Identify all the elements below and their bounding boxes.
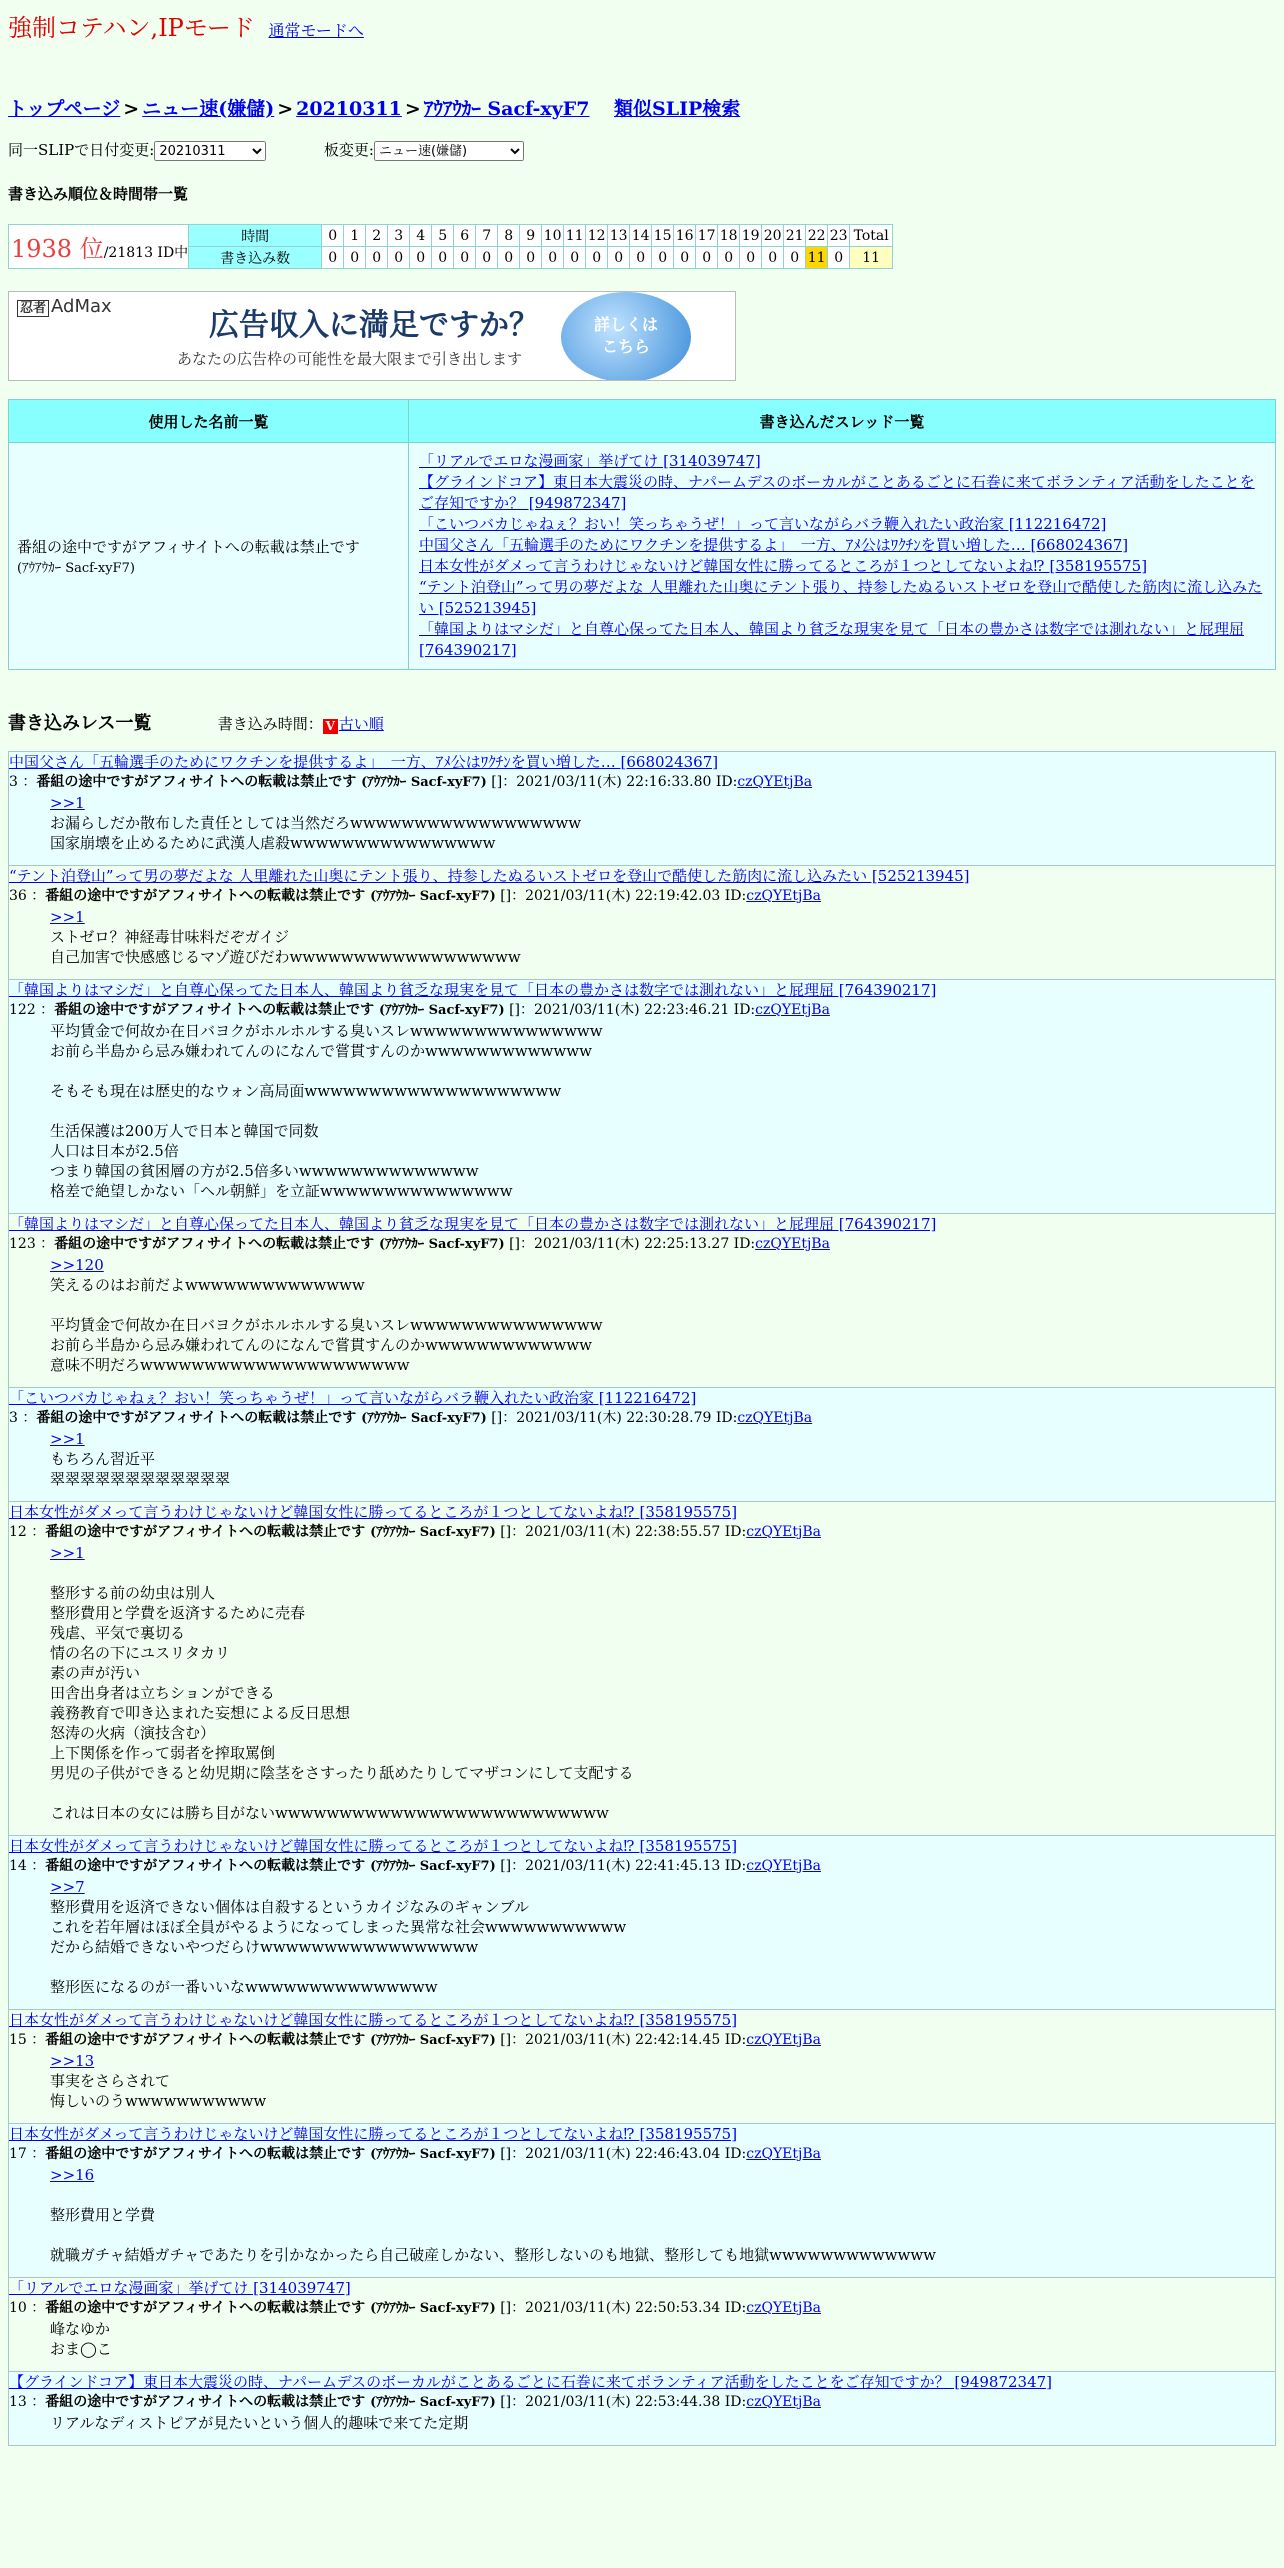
- post-body: [50, 907, 1275, 967]
- post-thread-link[interactable]: 「韓国よりはマシだ」と自尊心保ってた日本人、韓国より貧乏な現実を見て「日本の豊かさは数字では測れない」と屁理屈 [764390217]: [9, 1215, 937, 1233]
- reply-anchor-link[interactable]: >>1: [50, 1430, 85, 1448]
- breadcrumb-separator: >: [123, 98, 140, 120]
- post-id-link[interactable]: czQYEtjBa: [737, 1410, 813, 1426]
- post-text: 整形費用を返済できない個体は自殺するというカイジなみのギャンブル これを若年層はほぼ全員がやるようになってしまった異常な社会wwwwwwwwwww だから結婚できないやつだらけwwwwwwwwwwwwwwwww 整形医になるのが一番いいなwwwwwwwwwwwwwww: [50, 1898, 627, 1996]
- post-meta: []：2021/03/11(木) 22:46:43.04 ID:: [500, 2146, 747, 2162]
- rank-cell: [9, 225, 189, 269]
- breadcrumb-slip[interactable]: ｱｳｱｳｶｰ Sacf-xyF7: [423, 98, 590, 120]
- post-meta: []：2021/03/11(木) 22:23:46.21 ID:: [509, 1002, 756, 1018]
- count-cell: 0: [322, 247, 344, 269]
- post-body: [50, 2165, 1275, 2265]
- threads-column-header: 書き込んだスレッド一覧: [409, 400, 1276, 443]
- post-text: 事実をさらされて 悔しいのうwwwwwwwwwww: [50, 2072, 267, 2110]
- count-cell: 0: [432, 247, 454, 269]
- post-trip: (ｱｳｱｳｶｰ Sacf-xyF7): [370, 2147, 496, 2162]
- total-header: Total: [850, 225, 893, 247]
- post-number: 123: [9, 1236, 36, 1252]
- breadcrumb-separator: >: [404, 98, 421, 120]
- post-text: 笑えるのはお前だよwwwwwwwwwwwwww 平均賃金で何故か在日バヨクがホルホルする臭いスレwwwwwwwwwwwwwww お前ら半島から忌み嫌われてんのになんで嘗貫すんのかwwwwwwwwwwwww 意味不明だろwwwwwwwwwwwwwwwwwwwww: [50, 1276, 603, 1374]
- post-name: 番組の途中ですがアフィサイトへの転載は禁止です (ｱｳｱｳｶｰ Sacf-xyF7): [45, 2394, 496, 2410]
- count-cell: 0: [630, 247, 652, 269]
- post-number: 12: [9, 1524, 27, 1540]
- hour-cell: 2: [366, 225, 388, 247]
- post-name: 番組の途中ですがアフィサイトへの転載は禁止です (ｱｳｱｳｶｰ Sacf-xyF7): [54, 1236, 505, 1252]
- count-cell: 0: [520, 247, 542, 269]
- thread-link[interactable]: “テント泊登山”って男の夢だよな 人里離れた山奥にテント張り、持参したぬるいストゼロを登山で酷使した筋肉に流し込みたい [525213945]: [419, 578, 1263, 617]
- breadcrumb-date[interactable]: 20210311: [296, 98, 402, 120]
- breadcrumb-board[interactable]: ニュー速(嫌儲): [142, 98, 275, 120]
- post-name: 番組の途中ですがアフィサイトへの転載は禁止です (ｱｳｱｳｶｰ Sacf-xyF7): [36, 1410, 487, 1426]
- thread-link[interactable]: 【グラインドコア】東日本大震災の時、ナパームデスのボーカルがことあるごとに石巻に来てボランティア活動をしたことをご存知ですか？ [949872347]: [419, 473, 1255, 512]
- similar-slip-search-link[interactable]: 類似SLIP検索: [614, 98, 741, 120]
- post-thread-link[interactable]: 日本女性がダメって言うわけじゃないけど韓国女性に勝ってるところが１つとしてないよね⁉ [358195575]: [9, 2011, 738, 2029]
- post-id-link[interactable]: czQYEtjBa: [746, 1858, 822, 1874]
- post-id-link[interactable]: czQYEtjBa: [746, 2394, 822, 2410]
- thread-link[interactable]: 「リアルでエロな漫画家」挙げてけ [314039747]: [419, 452, 761, 470]
- mode-title-text: 強制コテハン,IPモード: [8, 14, 255, 42]
- post-meta: []：2021/03/11(木) 22:30:28.79 ID:: [491, 1410, 738, 1426]
- post-header: 14 ：番組の途中ですがアフィサイトへの転載は禁止です (ｱｳｱｳｶｰ Sacf-xyF7) []：2021/03/11(木) 22:41:45.13 ID:czQYEtjBa: [9, 1858, 822, 1874]
- post-thread-link[interactable]: 中国父さん「五輪選手のためにワクチンを提供するよ」 一方、ｱﾒ公はﾜｸﾁﾝを買い増した… [668024367]: [9, 753, 719, 771]
- post: [8, 2123, 1276, 2277]
- count-cell: 0: [564, 247, 586, 269]
- post-text: ストゼロ？神経毒甘味料だぞガイジ 自己加害で快感感じるマゾ遊びだわwwwwwwwwwwwwwwwwww: [50, 928, 521, 966]
- ad-cta-text: 詳しくは こちら: [593, 315, 658, 356]
- board-select[interactable]: [374, 141, 524, 161]
- post-thread-link[interactable]: 「こいつバカじゃねぇ？おい！笑っちゃうぜ！」って言いながらバラ鞭入れたい政治家 [112216472]: [9, 1389, 697, 1407]
- ad-headline: 広告収入に満足ですか？: [209, 308, 539, 343]
- post-meta: []：2021/03/11(木) 22:19:42.03 ID:: [500, 888, 747, 904]
- post: [8, 2277, 1276, 2371]
- breadcrumb-separator: >: [277, 98, 294, 120]
- post-trip: (ｱｳｱｳｶｰ Sacf-xyF7): [370, 1859, 496, 1874]
- post-text: 整形費用と学費 就職ガチャ結婚ガチャであたりを引かなかったら自己破産しかない、整形しないのも地獄、整形しても地獄wwwwwwwwwwwww: [50, 2206, 937, 2264]
- posts-heading-row: [8, 709, 384, 735]
- post-header: 122 ：番組の途中ですがアフィサイトへの転載は禁止です (ｱｳｱｳｶｰ Sacf-xyF7) []：2021/03/11(木) 22:23:46.21 ID:czQYEtjBa: [9, 1002, 830, 1018]
- total-count: 11: [850, 247, 893, 269]
- rank-value: 1938 位: [11, 235, 104, 263]
- post-header: 13 ：番組の途中ですがアフィサイトへの転載は禁止です (ｱｳｱｳｶｰ Sacf-xyF7) []：2021/03/11(木) 22:53:44.38 ID:czQYEtjBa: [9, 2394, 822, 2410]
- mode-title: [8, 8, 364, 43]
- count-cell-highlight: 11: [806, 247, 828, 269]
- count-cell: 0: [476, 247, 498, 269]
- reply-anchor-link[interactable]: >>1: [50, 1544, 85, 1562]
- post-trip: (ｱｳｱｳｶｰ Sacf-xyF7): [378, 1003, 505, 1018]
- count-cell: 0: [762, 247, 784, 269]
- post-id-link[interactable]: czQYEtjBa: [746, 2300, 822, 2316]
- post-id-link[interactable]: czQYEtjBa: [746, 888, 822, 904]
- hour-cell: 23: [828, 225, 850, 247]
- hour-cell: 12: [586, 225, 608, 247]
- post-meta: []：2021/03/11(木) 22:53:44.38 ID:: [500, 2394, 747, 2410]
- post-trip: (ｱｳｱｳｶｰ Sacf-xyF7): [370, 2395, 496, 2410]
- reply-anchor-link[interactable]: >>1: [50, 908, 85, 926]
- hour-cell: 1: [344, 225, 366, 247]
- count-cell: 0: [586, 247, 608, 269]
- hour-cell: 11: [564, 225, 586, 247]
- post-header: 10 ：番組の途中ですがアフィサイトへの転載は禁止です (ｱｳｱｳｶｰ Sacf-xyF7) []：2021/03/11(木) 22:50:53.34 ID:czQYEtjBa: [9, 2300, 822, 2316]
- hour-cell: 22: [806, 225, 828, 247]
- count-cell: 0: [344, 247, 366, 269]
- post-text: お漏らしだか散布した責任としては当然だろwwwwwwwwwwwwwwwwww 国家崩壊を止めるために武漢人虐殺wwwwwwwwwwwwwwww: [50, 814, 582, 852]
- post-thread-link[interactable]: 「リアルでエロな漫画家」挙げてけ [314039747]: [9, 2279, 351, 2297]
- post-body: [50, 2413, 1275, 2433]
- hour-cell: 4: [410, 225, 432, 247]
- post-name: 番組の途中ですがアフィサイトへの転載は禁止です (ｱｳｱｳｶｰ Sacf-xyF7): [45, 2032, 496, 2048]
- sort-order: [218, 715, 384, 733]
- count-cell: 0: [410, 247, 432, 269]
- post-meta: []：2021/03/11(木) 22:42:14.45 ID:: [500, 2032, 747, 2048]
- post-trip: (ｱｳｱｳｶｰ Sacf-xyF7): [361, 775, 487, 790]
- hour-cell: 0: [322, 225, 344, 247]
- post-id-link[interactable]: czQYEtjBa: [746, 2146, 822, 2162]
- post-trip: (ｱｳｱｳｶｰ Sacf-xyF7): [370, 2033, 496, 2048]
- ad-cta-button[interactable]: [561, 292, 691, 381]
- thread-link[interactable]: 「こいつバカじゃねぇ？おい！笑っちゃうぜ！」って言いながらバラ鞭入れたい政治家 [112216472]: [419, 515, 1107, 533]
- post-number: 14: [9, 1858, 27, 1874]
- post-number: 3: [9, 1410, 18, 1426]
- count-cell: 0: [608, 247, 630, 269]
- post-body: [50, 1429, 1275, 1489]
- date-change-label: 同一SLIPで日付変更:: [8, 141, 155, 159]
- count-cell: 0: [696, 247, 718, 269]
- post-number: 36: [9, 888, 27, 904]
- hour-cell: 13: [608, 225, 630, 247]
- post-thread-link[interactable]: “テント泊登山”って男の夢だよな 人里離れた山奥にテント張り、持参したぬるいストゼロを登山で酷使した筋肉に流し込みたい [525213945]: [9, 867, 970, 885]
- post-number: 13: [9, 2394, 27, 2410]
- thread-link[interactable]: 中国父さん「五輪選手のためにワクチンを提供するよ」 一方、ｱﾒ公はﾜｸﾁﾝを買い増した… [668024367]: [419, 536, 1129, 554]
- hour-cell: 16: [674, 225, 696, 247]
- hour-cell: 10: [542, 225, 564, 247]
- post-text: 整形する前の幼虫は別人 整形費用と学費を返済するために売春 残虐、平気で裏切る 情の名の下にユスリタカリ 素の声が汚い 田舎出身者は立ちションができる 義務教育で叩き込まれた妄想による反日思想 怒涛の火病（演技含む） 上下関係を作って弱者を搾取罵倒 男児の子供ができると幼児期に陰茎をさすったり舐めたりしてマザコンにして支配する これは日本の女には勝ち目がないwwwwwwwwwwwwwwwwwwwwwwwwww: [50, 1584, 634, 1822]
- post-text: 峰なゆか おま◯こ: [50, 2320, 112, 2358]
- names-column-header: 使用した名前一覧: [9, 400, 409, 443]
- post-trip: (ｱｳｱｳｶｰ Sacf-xyF7): [370, 2301, 496, 2316]
- post-name: 番組の途中ですがアフィサイトへの転載は禁止です (ｱｳｱｳｶｰ Sacf-xyF7): [45, 2300, 496, 2316]
- count-cell: 0: [366, 247, 388, 269]
- hour-cell: 3: [388, 225, 410, 247]
- post-number: 17: [9, 2146, 27, 2162]
- normal-mode-link[interactable]: 通常モードへ: [268, 21, 364, 40]
- reply-anchor-link[interactable]: >>13: [50, 2052, 95, 2070]
- hour-cell: 14: [630, 225, 652, 247]
- post-thread-link[interactable]: 「韓国よりはマシだ」と自尊心保ってた日本人、韓国より貧乏な現実を見て「日本の豊かさは数字では測れない」と屁理屈 [764390217]: [9, 981, 937, 999]
- post: [8, 2009, 1276, 2123]
- used-name-cell: [9, 443, 409, 670]
- post-text: リアルなディストピアが見たいという個人的趣味で来てた定期: [50, 2414, 469, 2432]
- post-body: [50, 793, 1275, 853]
- rank-total: /21813 ID中: [103, 245, 189, 261]
- post-thread-link[interactable]: 【グラインドコア】東日本大震災の時、ナパームデスのボーカルがことあるごとに石巻に来てボランティア活動をしたことをご存知ですか？ [949872347]: [9, 2373, 1053, 2391]
- thread-list: [409, 443, 1276, 670]
- post-header: 17 ：番組の途中ですがアフィサイトへの転載は禁止です (ｱｳｱｳｶｰ Sacf-xyF7) []：2021/03/11(木) 22:46:43.04 ID:czQYEtjBa: [9, 2146, 822, 2162]
- post-thread-link[interactable]: 日本女性がダメって言うわけじゃないけど韓国女性に勝ってるところが１つとしてないよね⁉ [358195575]: [9, 1503, 738, 1521]
- post-name: 番組の途中ですがアフィサイトへの転載は禁止です (ｱｳｱｳｶｰ Sacf-xyF7): [45, 2146, 496, 2162]
- thread-link[interactable]: 日本女性がダメって言うわけじゃないけど韓国女性に勝ってるところが１つとしてないよね⁉ [358195575]: [419, 557, 1148, 575]
- post: [8, 979, 1276, 1213]
- count-cell: 0: [740, 247, 762, 269]
- post-text: 平均賃金で何故か在日バヨクがホルホルする臭いスレwwwwwwwwwwwwwww お前ら半島から忌み嫌われてんのになんで嘗貫すんのかwwwwwwwwwwwww そもそも現在は歴史的なウォン高局面wwwwwwwwwwwwwwwwwwww 生活保護は200万人で日本と韓国で同数 人口は日本が2.5倍 つまり韓国の貧困層の方が2.5倍多いwwwwwwwwwwwwww 格差で絶望しかない「ヘル朝鮮」を立証wwwwwwwwwwwwwww: [50, 1022, 603, 1200]
- count-cell: 0: [498, 247, 520, 269]
- post: [8, 1835, 1276, 2009]
- post-id-link[interactable]: czQYEtjBa: [755, 1002, 830, 1018]
- reply-anchor-link[interactable]: >>16: [50, 2166, 95, 2184]
- count-cell: 0: [388, 247, 410, 269]
- post-name: 番組の途中ですがアフィサイトへの転載は禁止です (ｱｳｱｳｶｰ Sacf-xyF7): [54, 1002, 505, 1018]
- hour-cell: 5: [432, 225, 454, 247]
- post-name: 番組の途中ですがアフィサイトへの転載は禁止です (ｱｳｱｳｶｰ Sacf-xyF7): [45, 888, 496, 904]
- post-meta: []：2021/03/11(木) 22:25:13.27 ID:: [509, 1236, 756, 1252]
- post-meta: []：2021/03/11(木) 22:50:53.34 ID:: [500, 2300, 747, 2316]
- post-header: 3 ：番組の途中ですがアフィサイトへの転載は禁止です (ｱｳｱｳｶｰ Sacf-xyF7) []：2021/03/11(木) 22:16:33.80 ID:czQYEtjBa: [9, 774, 813, 790]
- ad-banner[interactable]: [8, 291, 736, 381]
- post-meta: []：2021/03/11(木) 22:16:33.80 ID:: [491, 774, 738, 790]
- count-cell: 0: [674, 247, 696, 269]
- hour-cell: 15: [652, 225, 674, 247]
- breadcrumb-top[interactable]: トップページ: [8, 98, 121, 120]
- post: [8, 751, 1276, 865]
- post-trip: (ｱｳｱｳｶｰ Sacf-xyF7): [361, 1411, 487, 1426]
- used-trip: (ｱｳｱｳｶｰ Sacf-xyF7): [17, 561, 135, 576]
- reply-anchor-link[interactable]: >>1: [50, 794, 85, 812]
- post-name: 番組の途中ですがアフィサイトへの転載は禁止です (ｱｳｱｳｶｰ Sacf-xyF7): [45, 1858, 496, 1874]
- posts-list: [8, 751, 1276, 2446]
- used-name: 番組の途中ですがアフィサイトへの転載は禁止です: [17, 538, 360, 556]
- post: [8, 1501, 1276, 1835]
- sort-order-label: 書き込み時間：: [217, 715, 323, 733]
- sort-oldest-link[interactable]: 古い順: [338, 715, 384, 733]
- post-thread-link[interactable]: 日本女性がダメって言うわけじゃないけど韓国女性に勝ってるところが１つとしてないよね⁉ [358195575]: [9, 1837, 738, 1855]
- post-header: 15 ：番組の途中ですがアフィサイトへの転載は禁止です (ｱｳｱｳｶｰ Sacf-xyF7) []：2021/03/11(木) 22:42:14.45 ID:czQYEtjBa: [9, 2032, 822, 2048]
- post-number: 15: [9, 2032, 27, 2048]
- post-body: [50, 1543, 1275, 1823]
- post-id-link[interactable]: czQYEtjBa: [746, 1524, 822, 1540]
- reply-anchor-link[interactable]: >>7: [50, 1878, 85, 1896]
- post-number: 3: [9, 774, 18, 790]
- post-header: 123 ：番組の途中ですがアフィサイトへの転載は禁止です (ｱｳｱｳｶｰ Sacf-xyF7) []：2021/03/11(木) 22:25:13.27 ID:czQYEtjBa: [9, 1236, 830, 1252]
- names-threads-table: [8, 399, 1276, 670]
- post-header: 3 ：番組の途中ですがアフィサイトへの転載は禁止です (ｱｳｱｳｶｰ Sacf-xyF7) []：2021/03/11(木) 22:30:28.79 ID:czQYEtjBa: [9, 1410, 813, 1426]
- sort-v-icon: V: [323, 719, 338, 734]
- ranking-heading: 書き込み順位＆時間帯一覧: [8, 185, 189, 203]
- hour-cell: 19: [740, 225, 762, 247]
- post-trip: (ｱｳｱｳｶｰ Sacf-xyF7): [370, 1525, 496, 1540]
- post-meta: []：2021/03/11(木) 22:38:55.57 ID:: [500, 1524, 747, 1540]
- post-meta: []：2021/03/11(木) 22:41:45.13 ID:: [500, 1858, 747, 1874]
- hour-cell: 9: [520, 225, 542, 247]
- post-thread-link[interactable]: 日本女性がダメって言うわけじゃないけど韓国女性に勝ってるところが１つとしてないよね⁉ [358195575]: [9, 2125, 738, 2143]
- post-number: 122: [9, 1002, 36, 1018]
- hour-cell: 8: [498, 225, 520, 247]
- post-name: 番組の途中ですがアフィサイトへの転載は禁止です (ｱｳｱｳｶｰ Sacf-xyF7): [36, 774, 487, 790]
- time-label: 時間: [189, 225, 322, 247]
- hour-cell: 21: [784, 225, 806, 247]
- count-cell: 0: [828, 247, 850, 269]
- post-trip: (ｱｳｱｳｶｰ Sacf-xyF7): [378, 1237, 505, 1252]
- post-id-link[interactable]: czQYEtjBa: [746, 2032, 822, 2048]
- post-text: もちろん習近平 翠翠翠翠翠翠翠翠翠翠翠翠: [50, 1450, 231, 1488]
- ad-brand-badge: 忍者: [17, 300, 49, 317]
- post-id-link[interactable]: czQYEtjBa: [755, 1236, 830, 1252]
- hour-cell: 20: [762, 225, 784, 247]
- ad-subline: あなたの広告枠の可能性を最大限まで引き出します: [177, 350, 523, 368]
- reply-anchor-link[interactable]: >>120: [50, 1256, 104, 1274]
- count-label: 書き込み数: [189, 247, 322, 269]
- post-body: [50, 1877, 1275, 1997]
- count-cell: 0: [652, 247, 674, 269]
- hour-cell: 6: [454, 225, 476, 247]
- post-header: 36 ：番組の途中ですがアフィサイトへの転載は禁止です (ｱｳｱｳｶｰ Sacf-xyF7) []：2021/03/11(木) 22:19:42.03 ID:czQYEtjBa: [9, 888, 822, 904]
- post: [8, 865, 1276, 979]
- ad-brand-text: AdMax: [51, 296, 112, 317]
- post-body: [50, 2319, 1275, 2359]
- post-body: [50, 1021, 1275, 1201]
- post: [8, 1213, 1276, 1387]
- count-cell: 0: [542, 247, 564, 269]
- count-cell: 0: [784, 247, 806, 269]
- hour-cell: 18: [718, 225, 740, 247]
- post: [8, 1387, 1276, 1501]
- post-body: [50, 2051, 1275, 2111]
- post-id-link[interactable]: czQYEtjBa: [737, 774, 813, 790]
- thread-link[interactable]: 「韓国よりはマシだ」と自尊心保ってた日本人、韓国より貧乏な現実を見て「日本の豊かさは数字では測れない」と屁理屈 [764390217]: [419, 620, 1245, 659]
- selector-row: [8, 139, 524, 161]
- count-cell: 0: [454, 247, 476, 269]
- post-header: 12 ：番組の途中ですがアフィサイトへの転載は禁止です (ｱｳｱｳｶｰ Sacf-xyF7) []：2021/03/11(木) 22:38:55.57 ID:czQYEtjBa: [9, 1524, 822, 1540]
- count-cell: 0: [718, 247, 740, 269]
- post: [8, 2371, 1276, 2446]
- ad-brand-logo: [17, 296, 112, 317]
- ranking-table: [8, 224, 893, 269]
- breadcrumb: [8, 94, 590, 121]
- post-trip: (ｱｳｱｳｶｰ Sacf-xyF7): [370, 889, 496, 904]
- posts-heading: 書き込みレス一覧: [8, 713, 152, 734]
- post-name: 番組の途中ですがアフィサイトへの転載は禁止です (ｱｳｱｳｶｰ Sacf-xyF7): [45, 1524, 496, 1540]
- hour-cell: 7: [476, 225, 498, 247]
- date-select[interactable]: [154, 141, 266, 161]
- hour-cell: 17: [696, 225, 718, 247]
- post-number: 10: [9, 2300, 27, 2316]
- board-change-label: 板変更:: [323, 141, 374, 159]
- post-body: [50, 1255, 1275, 1375]
